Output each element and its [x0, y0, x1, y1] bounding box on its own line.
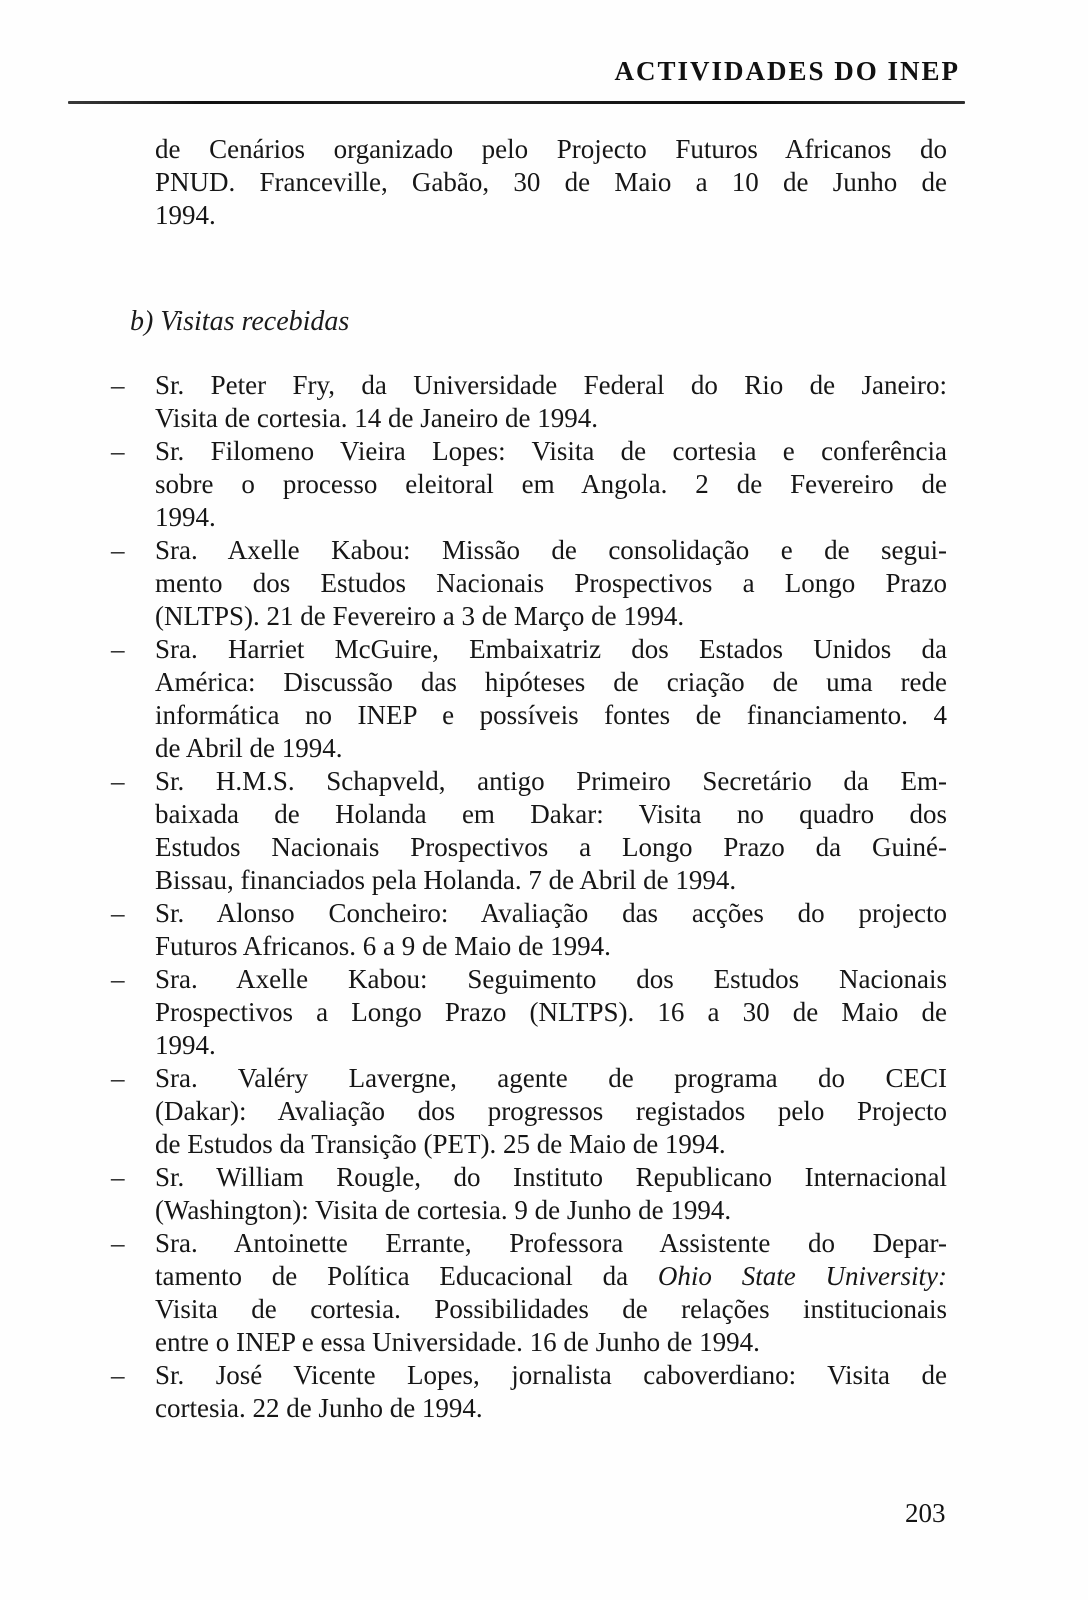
- text-segment: sobre o processo eleitoral em Angola. 2 de Fevereiro de: [155, 469, 947, 499]
- visits-list: [111, 369, 947, 1425]
- dash-marker: –: [111, 1228, 125, 1258]
- text-segment: Sr. Alonso Concheiro: Avaliação das acções do projecto: [155, 898, 947, 928]
- dash-marker: –: [111, 535, 125, 565]
- text-line: [155, 600, 947, 633]
- text-segment: entre o INEP e essa Universidade. 16 de Junho de 1994.: [155, 1327, 760, 1357]
- text-line: [155, 1392, 947, 1425]
- text-segment: tamento de Política Educacional da: [155, 1261, 658, 1291]
- text-segment: de Estudos da Transição (PET). 25 de Maio de 1994.: [155, 1129, 726, 1159]
- text-segment: Sr. Peter Fry, da Universidade Federal do Rio de Janeiro:: [155, 370, 947, 400]
- header-rule: [68, 101, 965, 104]
- dash-marker: –: [111, 898, 125, 928]
- dash-marker: –: [111, 1063, 125, 1093]
- text-line: [155, 996, 947, 1029]
- text-segment: Sra. Antoinette Errante, Professora Assistente do Depar-: [155, 1228, 947, 1258]
- text-line: [155, 1062, 947, 1095]
- text-segment: (Washington): Visita de cortesia. 9 de Junho de 1994.: [155, 1195, 732, 1225]
- visit-item: [111, 435, 947, 534]
- text-line: [155, 732, 947, 765]
- text-segment: Sr. José Vicente Lopes, jornalista caboverdiano: Visita de: [155, 1360, 947, 1390]
- text-line: [155, 1194, 947, 1227]
- text-line: [155, 402, 947, 435]
- text-line: [155, 133, 947, 166]
- text-segment: Prospectivos a Longo Prazo (NLTPS). 16 a 30 de Maio de: [155, 997, 947, 1027]
- text-line: [155, 930, 947, 963]
- visit-item: [111, 1161, 947, 1227]
- visit-item: [111, 633, 947, 765]
- dash-marker: –: [111, 964, 125, 994]
- text-segment: Sra. Axelle Kabou: Seguimento dos Estudos Nacionais: [155, 964, 947, 994]
- text-line: [155, 166, 947, 199]
- running-head-title: ACTIVIDADES DO INEP: [614, 56, 960, 86]
- text-segment: 1994.: [155, 1030, 216, 1060]
- text-line: [155, 468, 947, 501]
- text-segment: Futuros Africanos. 6 a 9 de Maio de 1994.: [155, 931, 611, 961]
- text-line: [155, 501, 947, 534]
- intro-paragraph: [155, 133, 947, 232]
- visit-item: [111, 1227, 947, 1359]
- text-line: [155, 1095, 947, 1128]
- text-segment: Sr. William Rougle, do Instituto Republicano Internacional: [155, 1162, 947, 1192]
- text-line: [155, 1029, 947, 1062]
- text-line: [155, 1326, 947, 1359]
- text-line: [155, 534, 947, 567]
- text-line: [155, 798, 947, 831]
- text-segment: de Abril de 1994.: [155, 733, 343, 763]
- text-segment: Sr. H.M.S. Schapveld, antigo Primeiro Secretário da Em-: [155, 766, 947, 796]
- text-segment: Bissau, financiados pela Holanda. 7 de Abril de 1994.: [155, 865, 737, 895]
- text-segment: (Dakar): Avaliação dos progressos registados pelo Projecto: [155, 1096, 947, 1126]
- text-segment: Sr. Filomeno Vieira Lopes: Visita de cortesia e conferência: [155, 436, 947, 466]
- visit-item: [111, 534, 947, 633]
- dash-marker: –: [111, 766, 125, 796]
- text-segment: PNUD. Franceville, Gabão, 30 de Maio a 10 de Junho de: [155, 167, 947, 197]
- visit-item: [111, 765, 947, 897]
- text-line: [155, 1227, 947, 1260]
- text-segment: baixada de Holanda em Dakar: Visita no quadro dos: [155, 799, 947, 829]
- text-line: [155, 699, 947, 732]
- text-line: [155, 633, 947, 666]
- section-heading: b) Visitas recebidas: [130, 306, 350, 337]
- text-segment: Sra. Valéry Lavergne, agente de programa do CECI: [155, 1063, 947, 1093]
- text-line: [155, 199, 947, 232]
- text-segment: cortesia. 22 de Junho de 1994.: [155, 1393, 483, 1423]
- dash-marker: –: [111, 436, 125, 466]
- text-line: [155, 1359, 947, 1392]
- visit-item: [111, 963, 947, 1062]
- visit-item: [111, 1062, 947, 1161]
- text-segment: América: Discussão das hipóteses de criação de uma rede: [155, 667, 947, 697]
- text-segment: 1994.: [155, 200, 216, 230]
- text-line: [155, 765, 947, 798]
- text-line: [155, 666, 947, 699]
- visit-item: [111, 1359, 947, 1425]
- text-segment: (NLTPS). 21 de Fevereiro a 3 de Março de 1994.: [155, 601, 685, 631]
- italic-text-segment: Ohio State University:: [657, 1261, 947, 1291]
- text-line: [155, 369, 947, 402]
- dash-marker: –: [111, 634, 125, 664]
- text-segment: Visita de cortesia. Possibilidades de relações institucionais: [155, 1294, 947, 1324]
- text-line: [155, 567, 947, 600]
- text-line: [155, 1161, 947, 1194]
- visit-item: [111, 897, 947, 963]
- text-line: [155, 963, 947, 996]
- text-segment: Estudos Nacionais Prospectivos a Longo Prazo da Guiné-: [155, 832, 947, 862]
- dash-marker: –: [111, 1162, 125, 1192]
- text-segment: Sra. Axelle Kabou: Missão de consolidação e de segui-: [155, 535, 947, 565]
- text-line: [155, 897, 947, 930]
- text-line: [155, 864, 947, 897]
- text-segment: Sra. Harriet McGuire, Embaixatriz dos Estados Unidos da: [155, 634, 947, 664]
- page-number: 203: [905, 1498, 946, 1528]
- text-line: [155, 435, 947, 468]
- text-segment: 1994.: [155, 502, 216, 532]
- text-segment: de Cenários organizado pelo Projecto Futuros Africanos do: [155, 134, 947, 164]
- text-segment: mento dos Estudos Nacionais Prospectivos a Longo Prazo: [155, 568, 947, 598]
- dash-marker: –: [111, 370, 125, 400]
- text-segment: informática no INEP e possíveis fontes de financiamento. 4: [155, 700, 947, 730]
- text-line: [155, 1260, 947, 1293]
- text-line: [155, 1293, 947, 1326]
- text-line: [155, 1128, 947, 1161]
- text-line: [155, 831, 947, 864]
- text-segment: Visita de cortesia. 14 de Janeiro de 1994.: [155, 403, 598, 433]
- visit-item: [111, 369, 947, 435]
- dash-marker: –: [111, 1360, 125, 1390]
